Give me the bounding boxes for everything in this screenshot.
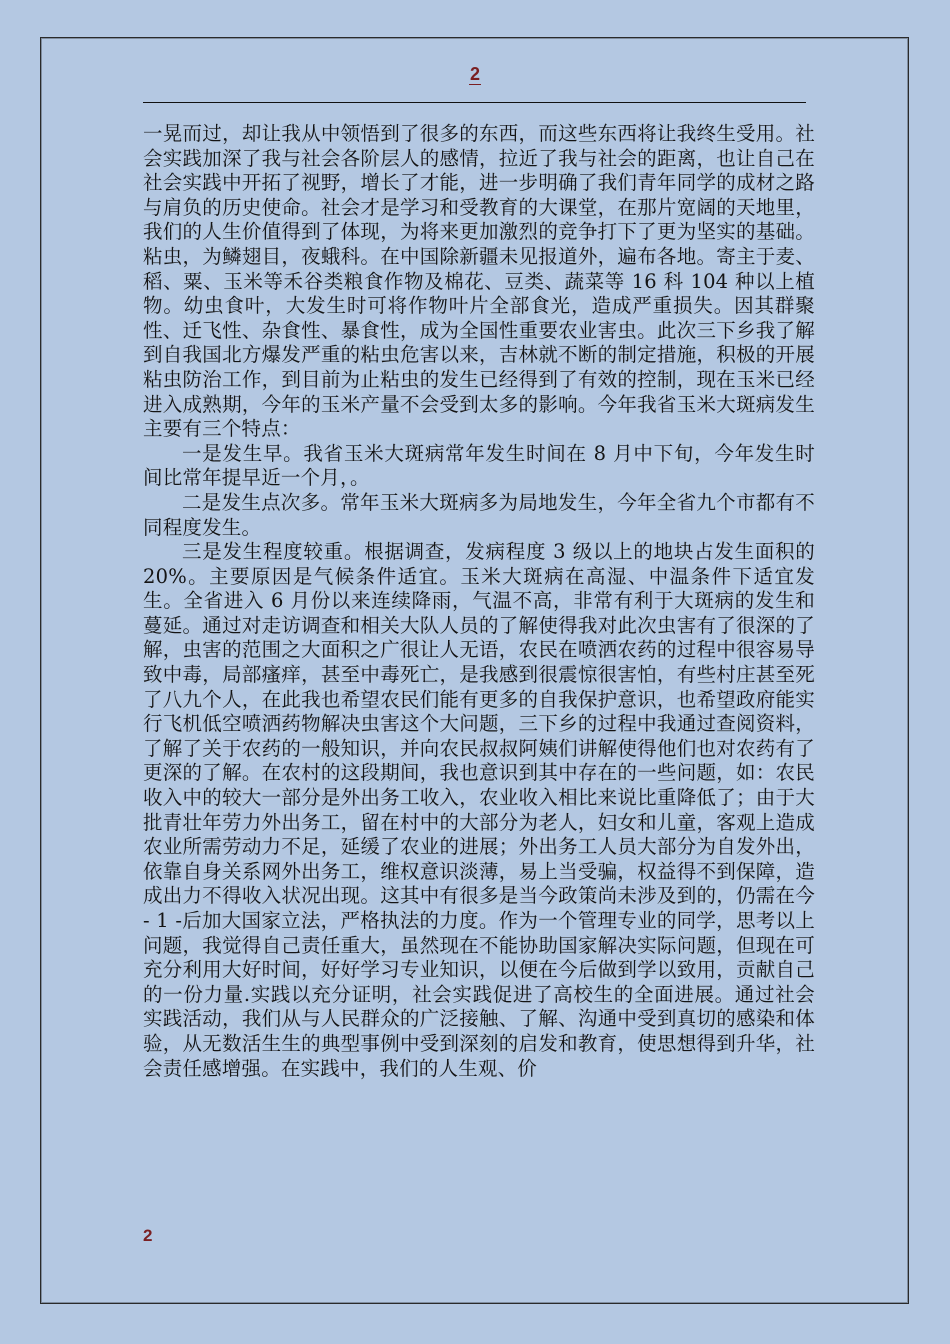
body-paragraph: 一晃而过，却让我从中领悟到了很多的东西，而这些东西将让我终生受用。社会实践加深了我与社会各阶层人的感情，拉近了我与社会的距离，也让自己在社会实践中开拓了视野，增长了才能，进一步明确了我们青年同学的成材之路与肩负的历史使命。社会才是学习和受教育的大课堂，在那片宽阔的天地里，我们的人生价值得到了体现，为将来更加激烈的竞争打下了更为坚实的基础。粘虫，为鳞翅目，夜蛾科。在中国除新疆未见报道外，遍布各地。寄主于麦、稻、粟、玉米等禾谷类粮食作物及棉花、豆类、蔬菜等 16 科 104 种以上植物。幼虫食叶，大发生时可将作物叶片全部食光，造成严重损失。因其群聚性、迁飞性、杂食性、暴食性，成为全国性重要农业害虫。此次三下乡我了解到自我国北方爆发严重的粘虫危害以来，吉林就不断的制定措施，积极的开展粘虫防治工作，到目前为止粘虫的发生已经得到了有效的控制，现在玉米已经进入成熟期，今年的玉米产量不会受到太多的影响。今年我省玉米大斑病发生主要有三个特点： [143,122,815,441]
document-body [143,122,815,1081]
footer-page-number: 2 [143,1226,153,1245]
header-page-number [0,64,950,85]
header-page-number-text: 2 [469,64,480,84]
body-paragraph: 二是发生点次多。常年玉米大斑病多为局地发生，今年全省九个市都有不同程度发生。 [143,490,815,539]
body-paragraph: 三是发生程度较重。根据调查，发病程度 3 级以上的地块占发生面积的 20%。主要原因是气候条件适宜。玉米大斑病在高湿、中温条件下适宜发生。全省进入 6 月份以来连续降雨，气温不高，非常有利于大斑病的发生和蔓延。通过对走访调查和相关大队人员的了解使得我对此次虫害有了很深的了解，虫害的范围之大面积之广很让人无语，农民在喷洒农药的过程中很容易导致中毒，局部瘙痒，甚至中毒死亡，是我感到很震惊很害怕，有些村庄甚至死了八九个人，在此我也希望农民们能有更多的自我保护意识，也希望政府能实行飞机低空喷洒药物解决虫害这个大问题，三下乡的过程中我通过查阅资料，了解了关于农药的一般知识，并向农民叔叔阿姨们讲解使得他们也对农药有了更深的了解。在农村的这段期间，我也意识到其中存在的一些问题，如：农民收入中的较大一部分是外出务工收入，农业收入相比来说比重降低了；由于大批青壮年劳力外出务工，留在村中的大部分为老人，妇女和儿童，客观上造成农业所需劳动力不足，延缓了农业的进展；外出务工人员大部分为自发外出，依靠自身关系网外出务工，维权意识淡薄，易上当受骗，权益得不到保障，造成出力不得收入状况出现。这其中有很多是当今政策尚未涉及到的，仍需在今 - 1 -后加大国家立法，严格执法的力度。作为一个管理专业的同学，思考以上问题，我觉得自己责任重大，虽然现在不能协助国家解决实际问题，但现在可充分利用大好时间，好好学习专业知识，以便在今后做到学以致用，贡献自己的一份力量.实践以充分证明，社会实践促进了高校生的全面进展。通过社会实践活动，我们从与人民群众的广泛接触、了解、沟通中受到真切的感染和体验，从无数活生生的典型事例中受到深刻的启发和教育，使思想得到升华，社会责任感增强。在实践中，我们的人生观、价 [143,540,815,1080]
body-paragraph: 一是发生早。我省玉米大斑病常年发生时间在 8 月中下旬，今年发生时间比常年提早近一个月，。 [143,441,815,490]
header-divider [143,102,806,103]
